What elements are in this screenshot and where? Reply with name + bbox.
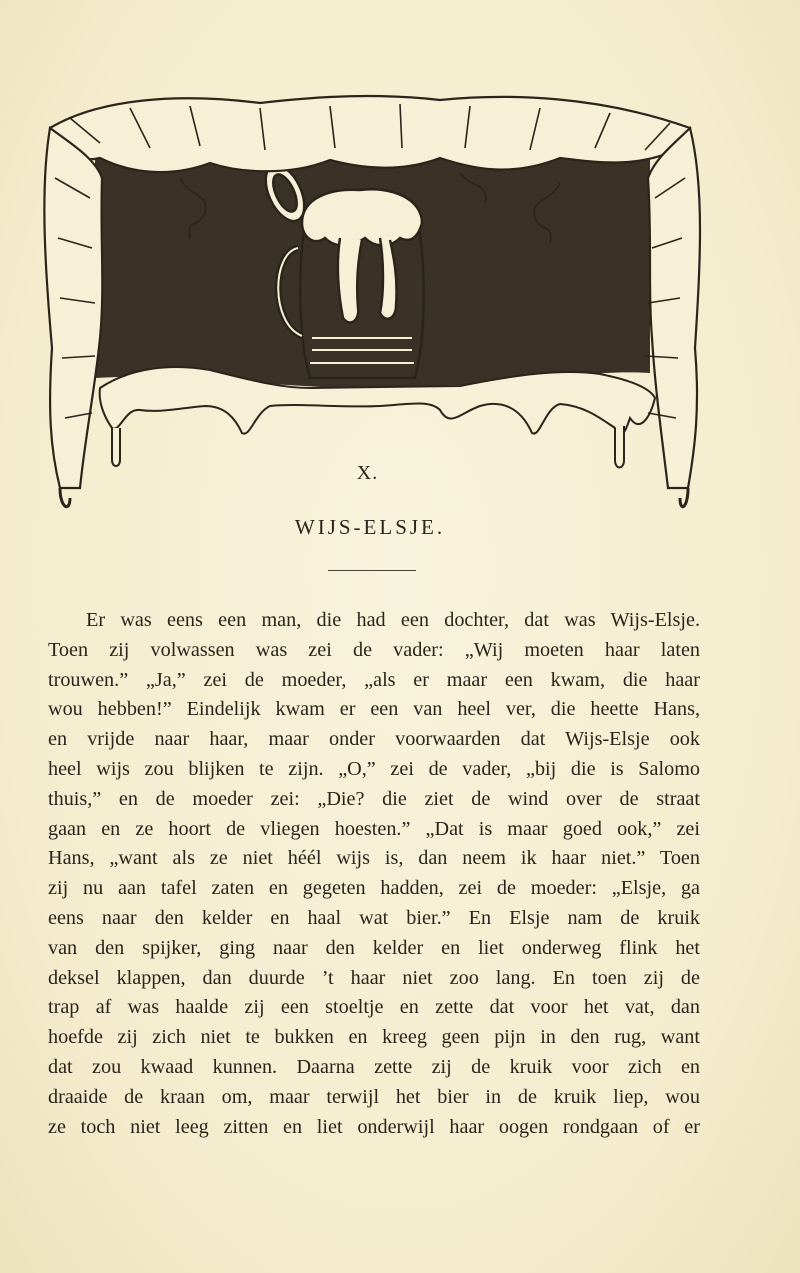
text-line: Er was eens een man, die had een dochter, dat was Wijs-Elsje. <box>86 609 700 631</box>
text-line: hoefde zij zich niet te bukken en kreeg geen pijn in den rug, want <box>48 1026 700 1049</box>
chapter-title: WIJS-ELSJE. <box>294 515 446 539</box>
text-line: trap af was haalde zij een stoeltje en zette dat voor het vat, dan <box>48 996 700 1019</box>
text-line: en vrijde naar haar, maar onder voorwaarden dat Wijs-Elsje ook <box>48 728 700 751</box>
story-text <box>48 606 700 1142</box>
text-line: deksel klappen, dan duurde ’t haar niet zoo lang. En toen zij de <box>48 966 700 989</box>
text-line: eens naar den kelder en haal wat bier.” En Elsje nam de kruik <box>48 906 700 929</box>
text-line: trouwen.” „Ja,” zei de moeder, „als er maar een kwam, die haar <box>48 668 700 691</box>
text-line: Toen zij volwassen was zei de vader: „Wij moeten haar laten <box>48 638 700 661</box>
text-line: van den spijker, ging naar den kelder en liet onderweg flink het <box>48 936 700 959</box>
chapter-illustration <box>40 88 705 513</box>
text-line: heel wijs zou blijken te zijn. „O,” zei de vader, „bij die is Salomo <box>48 757 700 780</box>
text-line: dat zou kwaad kunnen. Daarna zette zij de kruik voor zich en <box>48 1055 700 1078</box>
text-line: gaan en ze hoort de vliegen hoesten.” „Dat is maar goed ook,” zei <box>48 817 700 840</box>
text-line: zij nu aan tafel zaten en gegeten hadden, zei de moeder: „Elsje, ga <box>48 877 700 900</box>
title-divider <box>328 570 416 571</box>
text-line: thuis,” en de moeder zei: „Die? die ziet de wind over de straat <box>48 787 700 810</box>
text-line: draaide de kraan om, maar terwijl het bier in de kruik liep, wou <box>48 1085 700 1108</box>
text-line: wou hebben!” Eindelijk kwam er een van heel ver, die heette Hans, <box>48 698 700 721</box>
chapter-number: X. <box>356 462 379 484</box>
text-line: Hans, „want als ze niet héél wijs is, dan neem ik haar niet.” Toen <box>48 847 700 870</box>
text-line: ze toch niet leeg zitten en liet onderwijl haar oogen rondgaan of er <box>48 1115 700 1138</box>
